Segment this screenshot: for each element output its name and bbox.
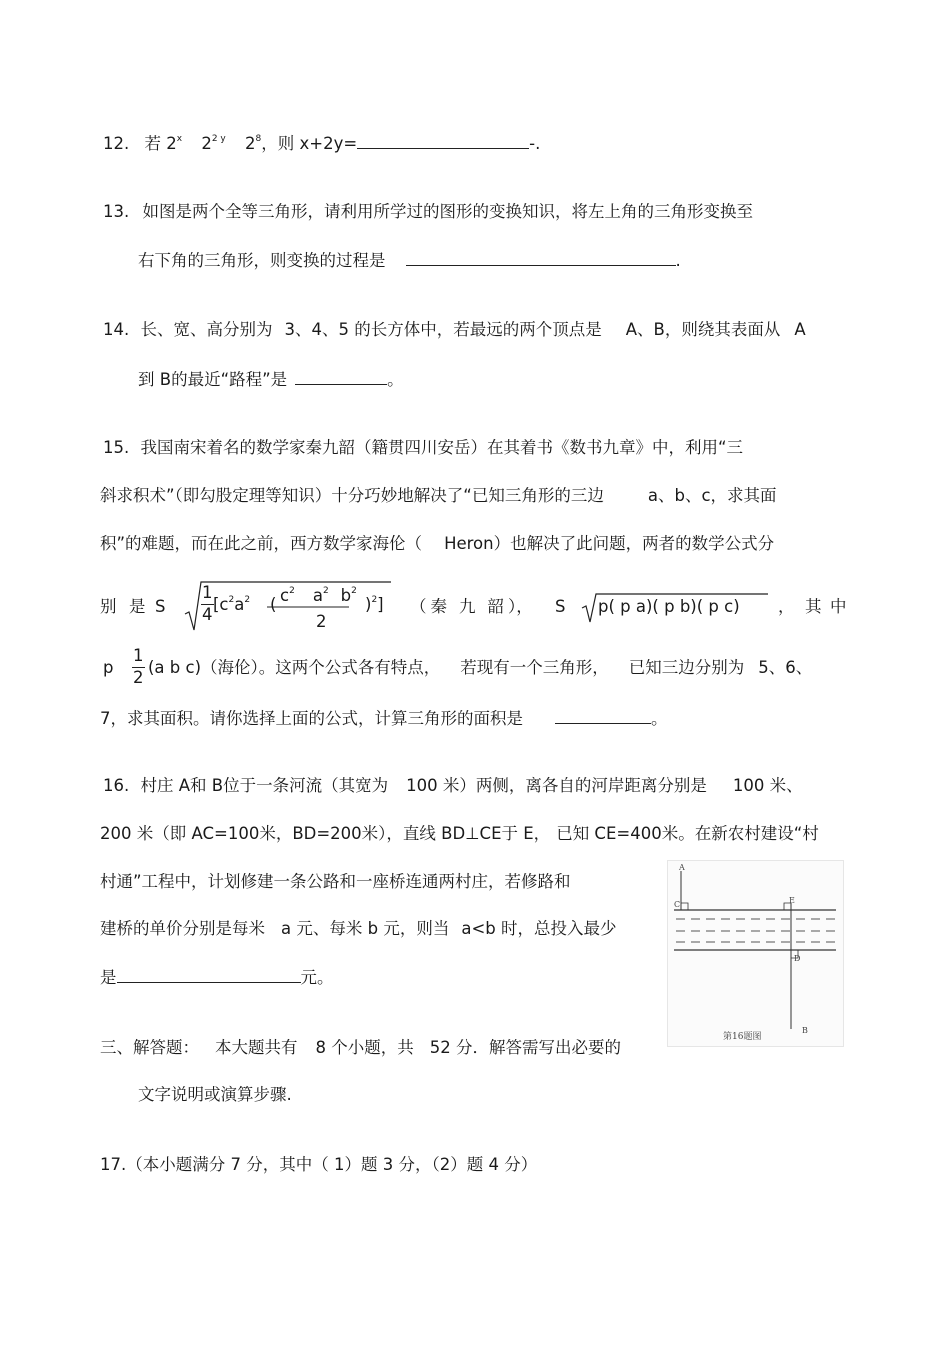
q15-line5-d: 5、6、 xyxy=(758,658,813,677)
q12-end: -. xyxy=(529,134,541,153)
label-d: D xyxy=(794,954,801,963)
q15-end: 。 xyxy=(651,709,668,728)
section-3-line1 xyxy=(100,1040,621,1057)
q-den2: 2 xyxy=(316,612,327,631)
heron-expression: p( p a)( p b)( p c) xyxy=(598,597,740,616)
q-ce: 2 xyxy=(289,586,295,596)
quarter-fraction xyxy=(201,585,214,623)
quarter-den: 4 xyxy=(202,604,213,624)
section3-b: 本大题共有 xyxy=(215,1038,298,1057)
q15-line4-zhong: 中 xyxy=(830,597,847,616)
q15-formula-frac xyxy=(201,585,214,623)
question-14-line2 xyxy=(138,370,404,389)
q12-mid: ，则 x+2y= xyxy=(261,134,358,153)
q15-line3-a: 积”的难题，而在此之前，西方数学家海伦（ xyxy=(100,534,423,553)
q12-exp3: 8 xyxy=(255,134,262,144)
q13-end: . xyxy=(675,251,681,270)
question-14-line1 xyxy=(103,322,806,339)
half-num: 1 xyxy=(132,648,145,668)
q15-answer-blank[interactable] xyxy=(555,709,651,724)
q-e2: 2 xyxy=(244,595,251,605)
question-17: 17.（本小题满分 7 分，其中（ 1）题 3 分，（2）题 4 分） xyxy=(100,1155,538,1174)
q16-answer-blank[interactable] xyxy=(117,968,301,983)
q15-s2: S xyxy=(555,597,566,616)
q12-term1: 2 xyxy=(166,134,177,153)
q-end: ] xyxy=(377,595,384,614)
question-15-line6 xyxy=(100,709,668,728)
q12-answer-blank[interactable] xyxy=(357,134,529,149)
q-bm: b xyxy=(340,586,352,605)
q16-line4-b: a 元、每米 b 元，则当 xyxy=(281,919,450,938)
label-a: A xyxy=(679,863,685,872)
q14-line1-c: A、B，则绕其表面从 xyxy=(625,320,781,339)
q12-number: 12. xyxy=(103,134,130,153)
q15-line2-b: a、b、c，求其面 xyxy=(647,486,777,505)
question-15-line1 xyxy=(103,440,743,457)
question-16-line1 xyxy=(103,778,803,795)
q-be: 2 xyxy=(351,586,357,596)
q-paren: ( xyxy=(270,595,277,614)
q-a: a xyxy=(234,595,245,614)
q15-line4-shi: 是 xyxy=(129,597,146,616)
river-diagram xyxy=(668,861,843,1046)
quarter-num: 1 xyxy=(201,585,214,605)
half-fraction xyxy=(132,648,145,686)
q-open: [c xyxy=(213,595,229,614)
q15-line1: 我国南宋着名的数学家秦九韶（籍贯四川安岳）在其着书《数书九章》中，利用“三 xyxy=(140,438,744,457)
q15-line6: 7，求其面积。请你选择上面的公式，计算三角形的面积是 xyxy=(100,709,523,728)
q15-line5-expr: (a b c)（海伦）。这两个公式各有特点， xyxy=(148,658,441,677)
question-16-line5 xyxy=(100,968,334,987)
q16-line5: 是 xyxy=(100,968,117,987)
q16-line2-a: 200 米（即 AC=100米，BD=200米），直线 BD⊥CE于 E， xyxy=(100,824,551,843)
q16-number: 16. xyxy=(103,776,130,795)
q12-exp2: 2 y xyxy=(211,134,226,144)
q15-p: p xyxy=(103,658,114,677)
right-angle-c xyxy=(681,903,688,910)
qin-close: ）， xyxy=(508,597,533,616)
q13-line2: 右下角的三角形，则变换的过程是 xyxy=(138,251,386,270)
qin-open: （ xyxy=(410,597,427,616)
q15-s1: S xyxy=(155,597,166,616)
q12-term3: 2 xyxy=(245,134,256,153)
q15-number: 15. xyxy=(103,438,130,457)
q15-formula-close xyxy=(365,597,384,614)
q16-end: 元。 xyxy=(300,968,334,987)
q16-line4-c: a<b 时，总投入最少 xyxy=(461,919,617,938)
section3-d: 52 分．解答需写出必要的 xyxy=(429,1038,621,1057)
q14-number: 14. xyxy=(103,320,130,339)
q16-line1-a: 村庄 A和 B位于一条河流（其宽为 xyxy=(140,776,389,795)
q14-end: 。 xyxy=(387,370,404,389)
q15-line3-b: Heron）也解决了此问题，两者的数学公式分 xyxy=(444,534,775,553)
section3-title: 三、解答题： xyxy=(100,1038,199,1057)
q15-line2-a: 斜求积术”（即勾股定理等知识）十分巧妙地解决了“已知三角形的三边 xyxy=(100,486,604,505)
question-15-line5 xyxy=(148,660,812,677)
q14-line1-b: 3、4、5 的长方体中，若最远的两个顶点是 xyxy=(284,320,602,339)
figure-caption: 第16题图 xyxy=(723,1032,762,1042)
section3-c: 8 个小题，共 xyxy=(315,1038,414,1057)
q16-line2-b: 已知 CE=400米。在新农村建设“村 xyxy=(556,824,819,843)
q14-line1-d: A xyxy=(794,320,806,339)
label-b: B xyxy=(802,1026,808,1035)
section3-line2: 文字说明或演算步骤. xyxy=(138,1085,292,1104)
q-c: c xyxy=(280,586,290,605)
q16-line1-b: 100 米）两侧，离各自的河岸距离分别是 xyxy=(406,776,707,795)
q14-line1-a: 长、宽、高分别为 xyxy=(140,320,273,339)
question-12 xyxy=(103,134,540,153)
q16-line4-a: 建桥的单价分别是每米 xyxy=(100,919,265,938)
q12-prefix: 若 xyxy=(144,134,161,153)
q-close: ) xyxy=(365,595,372,614)
q13-line1: 如图是两个全等三角形，请利用所学过的图形的变换知识，将左上角的三角形变换至 xyxy=(142,202,753,221)
q15-line5-c: 已知三边分别为 xyxy=(628,658,745,677)
question-15-line3 xyxy=(100,536,774,553)
q15-line4-bie: 别 xyxy=(100,597,117,616)
question-13-line1 xyxy=(103,204,753,221)
jiu-char: 九 xyxy=(459,597,476,616)
q12-term2: 2 xyxy=(201,134,212,153)
q16-figure xyxy=(667,860,844,1047)
label-c: C xyxy=(674,900,681,909)
q13-answer-blank[interactable] xyxy=(406,251,676,266)
q16-line1-c: 100 米、 xyxy=(732,776,803,795)
q-e1: 2 xyxy=(228,595,235,605)
half-den: 2 xyxy=(133,667,144,687)
q13-number: 13. xyxy=(103,202,130,221)
question-16-line2 xyxy=(100,826,819,843)
q14-line2: 到 B的最近“路程”是 xyxy=(138,370,288,389)
q15-line4-qi: 其 xyxy=(805,597,822,616)
label-e: E xyxy=(789,896,795,905)
q15-formula-numerator xyxy=(280,588,357,605)
question-15-line2 xyxy=(100,488,777,505)
shao-char: 韶 xyxy=(487,597,504,616)
q16-line3: 村通”工程中，计划修建一条公路和一座桥连通两村庄，若修路和 xyxy=(100,872,571,891)
q-e3: 2 xyxy=(371,595,378,605)
q-ae: 2 xyxy=(322,586,329,596)
q-am: a xyxy=(312,586,323,605)
q15-line4-comma: ， xyxy=(778,597,795,616)
q15-qin-label xyxy=(410,599,533,616)
q12-exp1: x xyxy=(176,134,183,144)
qin-char: 秦 xyxy=(430,597,447,616)
q15-line5-b: 若现有一个三角形， xyxy=(460,658,609,677)
question-13-line2 xyxy=(138,251,681,270)
q15-half-frac xyxy=(132,648,145,686)
question-16-line4 xyxy=(100,921,616,938)
q14-answer-blank[interactable] xyxy=(295,370,387,385)
q15-formula-bracket xyxy=(213,597,250,614)
